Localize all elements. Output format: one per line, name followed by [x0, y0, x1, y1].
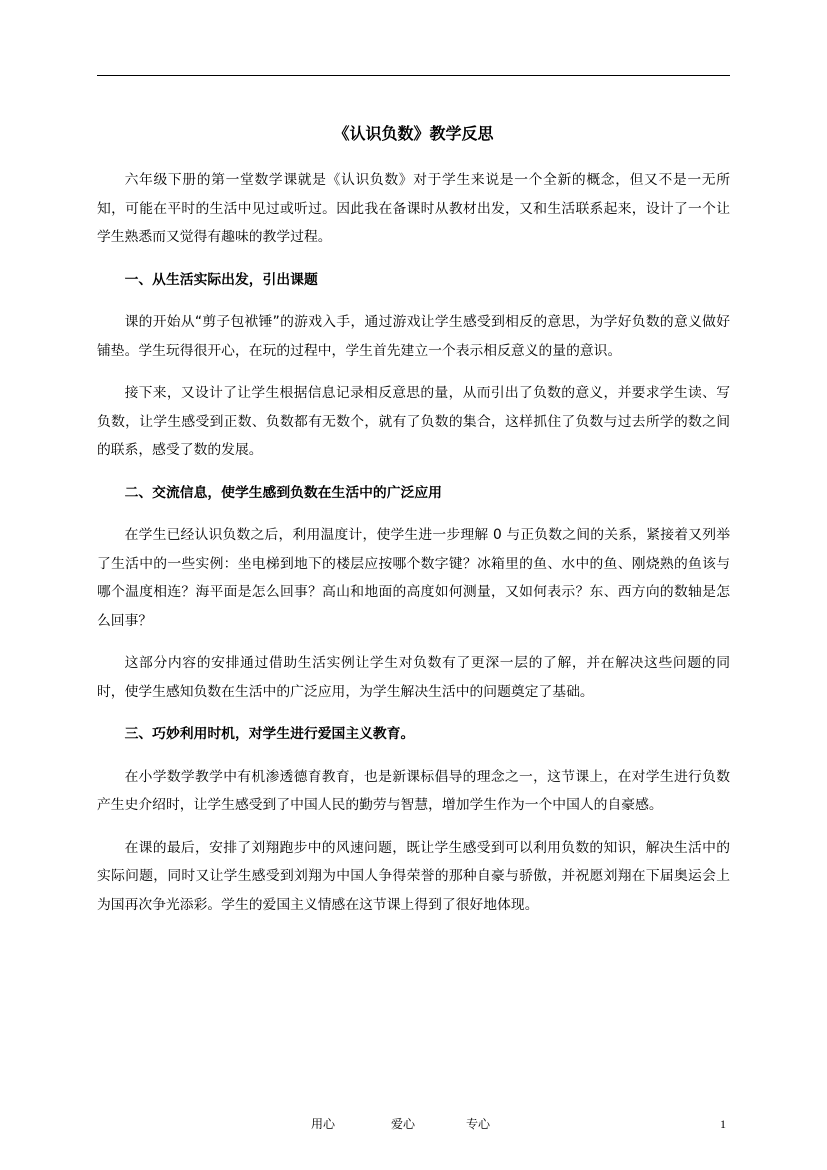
document-title: 《认识负数》教学反思: [333, 124, 494, 143]
section-heading-1: 一、从生活实际出发，引出课题: [124, 271, 318, 288]
footer-motto-3: 专心: [466, 1117, 491, 1131]
section-2-paragraph-1: 在学生已经认识负数之后，利用温度计，使学生进一步理解 0 与正负数之间的关系，紧接着又列举了生活中的一些实例：坐电梯到地下的楼层应按哪个数字键？冰箱里的鱼、水中的鱼、刚烧熟的鱼该与哪个温度相连？海平面是怎么回事？高山和地面的高度如何测量，又如何表示？东、西方向的数轴是怎么回事？: [97, 527, 730, 629]
header-rule: [97, 75, 730, 76]
section-1-paragraph-1: 课的开始从“剪子包袱锤”的游戏入手，通过游戏让学生感受到相反的意思，为学好负数的意义做好铺垫。学生玩得很开心，在玩的过程中，学生首先建立一个表示相反意义的量的意识。: [97, 314, 730, 359]
document-body: [97, 166, 730, 933]
section-heading-3: 三、巧妙利用时机，对学生进行爱国主义教育。: [124, 726, 415, 742]
footer-motto-1: 用心: [311, 1117, 336, 1131]
intro-paragraph: 六年级下册的第一堂数学课就是《认识负数》对于学生来说是一个全新的概念，但又不是一无所知，可能在平时的生活中见过或听过。因此我在备课时从教材出发，又和生活联系起来，设计了一个让学生熟悉而又觉得有趣味的教学过程。: [97, 172, 730, 245]
section-3-paragraph-2: 在课的最后，安排了刘翔跑步中的风速问题，既让学生感受到可以利用负数的知识，解决生活中的实际问题，同时又让学生感受到刘翔为中国人争得荣誉的那种自豪与骄傲，并祝愿刘翔在下届奥运会上为国再次争光添彩。学生的爱国主义情感在这节课上得到了很好地体现。: [97, 839, 730, 913]
footer-motto-2: 爱心: [391, 1117, 416, 1131]
section-1-paragraph-2: 接下来，又设计了让学生根据信息记录相反意思的量，从而引出了负数的意义，并要求学生读、写负数，让学生感受到正数、负数都有无数个，就有了负数的集合，这样抓住了负数与过去所学的数之间的联系，感受了数的发展。: [97, 385, 730, 458]
section-3-paragraph-1: 在小学数学教学中有机渗透德育教育，也是新课标倡导的理念之一，这节课上，在对学生进行负数产生史介绍时，让学生感受到了中国人民的勤劳与智慧，增加学生作为一个中国人的自豪感。: [97, 768, 730, 813]
page-number: 1: [720, 1117, 726, 1131]
section-2-paragraph-2: 这部分内容的安排通过借助生活实例让学生对负数有了更深一层的了解，并在解决这些问题的同时，使学生感知负数在生活中的广泛应用，为学生解决生活中的问题奠定了基础。: [97, 655, 730, 700]
section-heading-2: 二、交流信息，使学生感到负数在生活中的广泛应用: [124, 484, 442, 501]
page-footer: [0, 1112, 827, 1136]
